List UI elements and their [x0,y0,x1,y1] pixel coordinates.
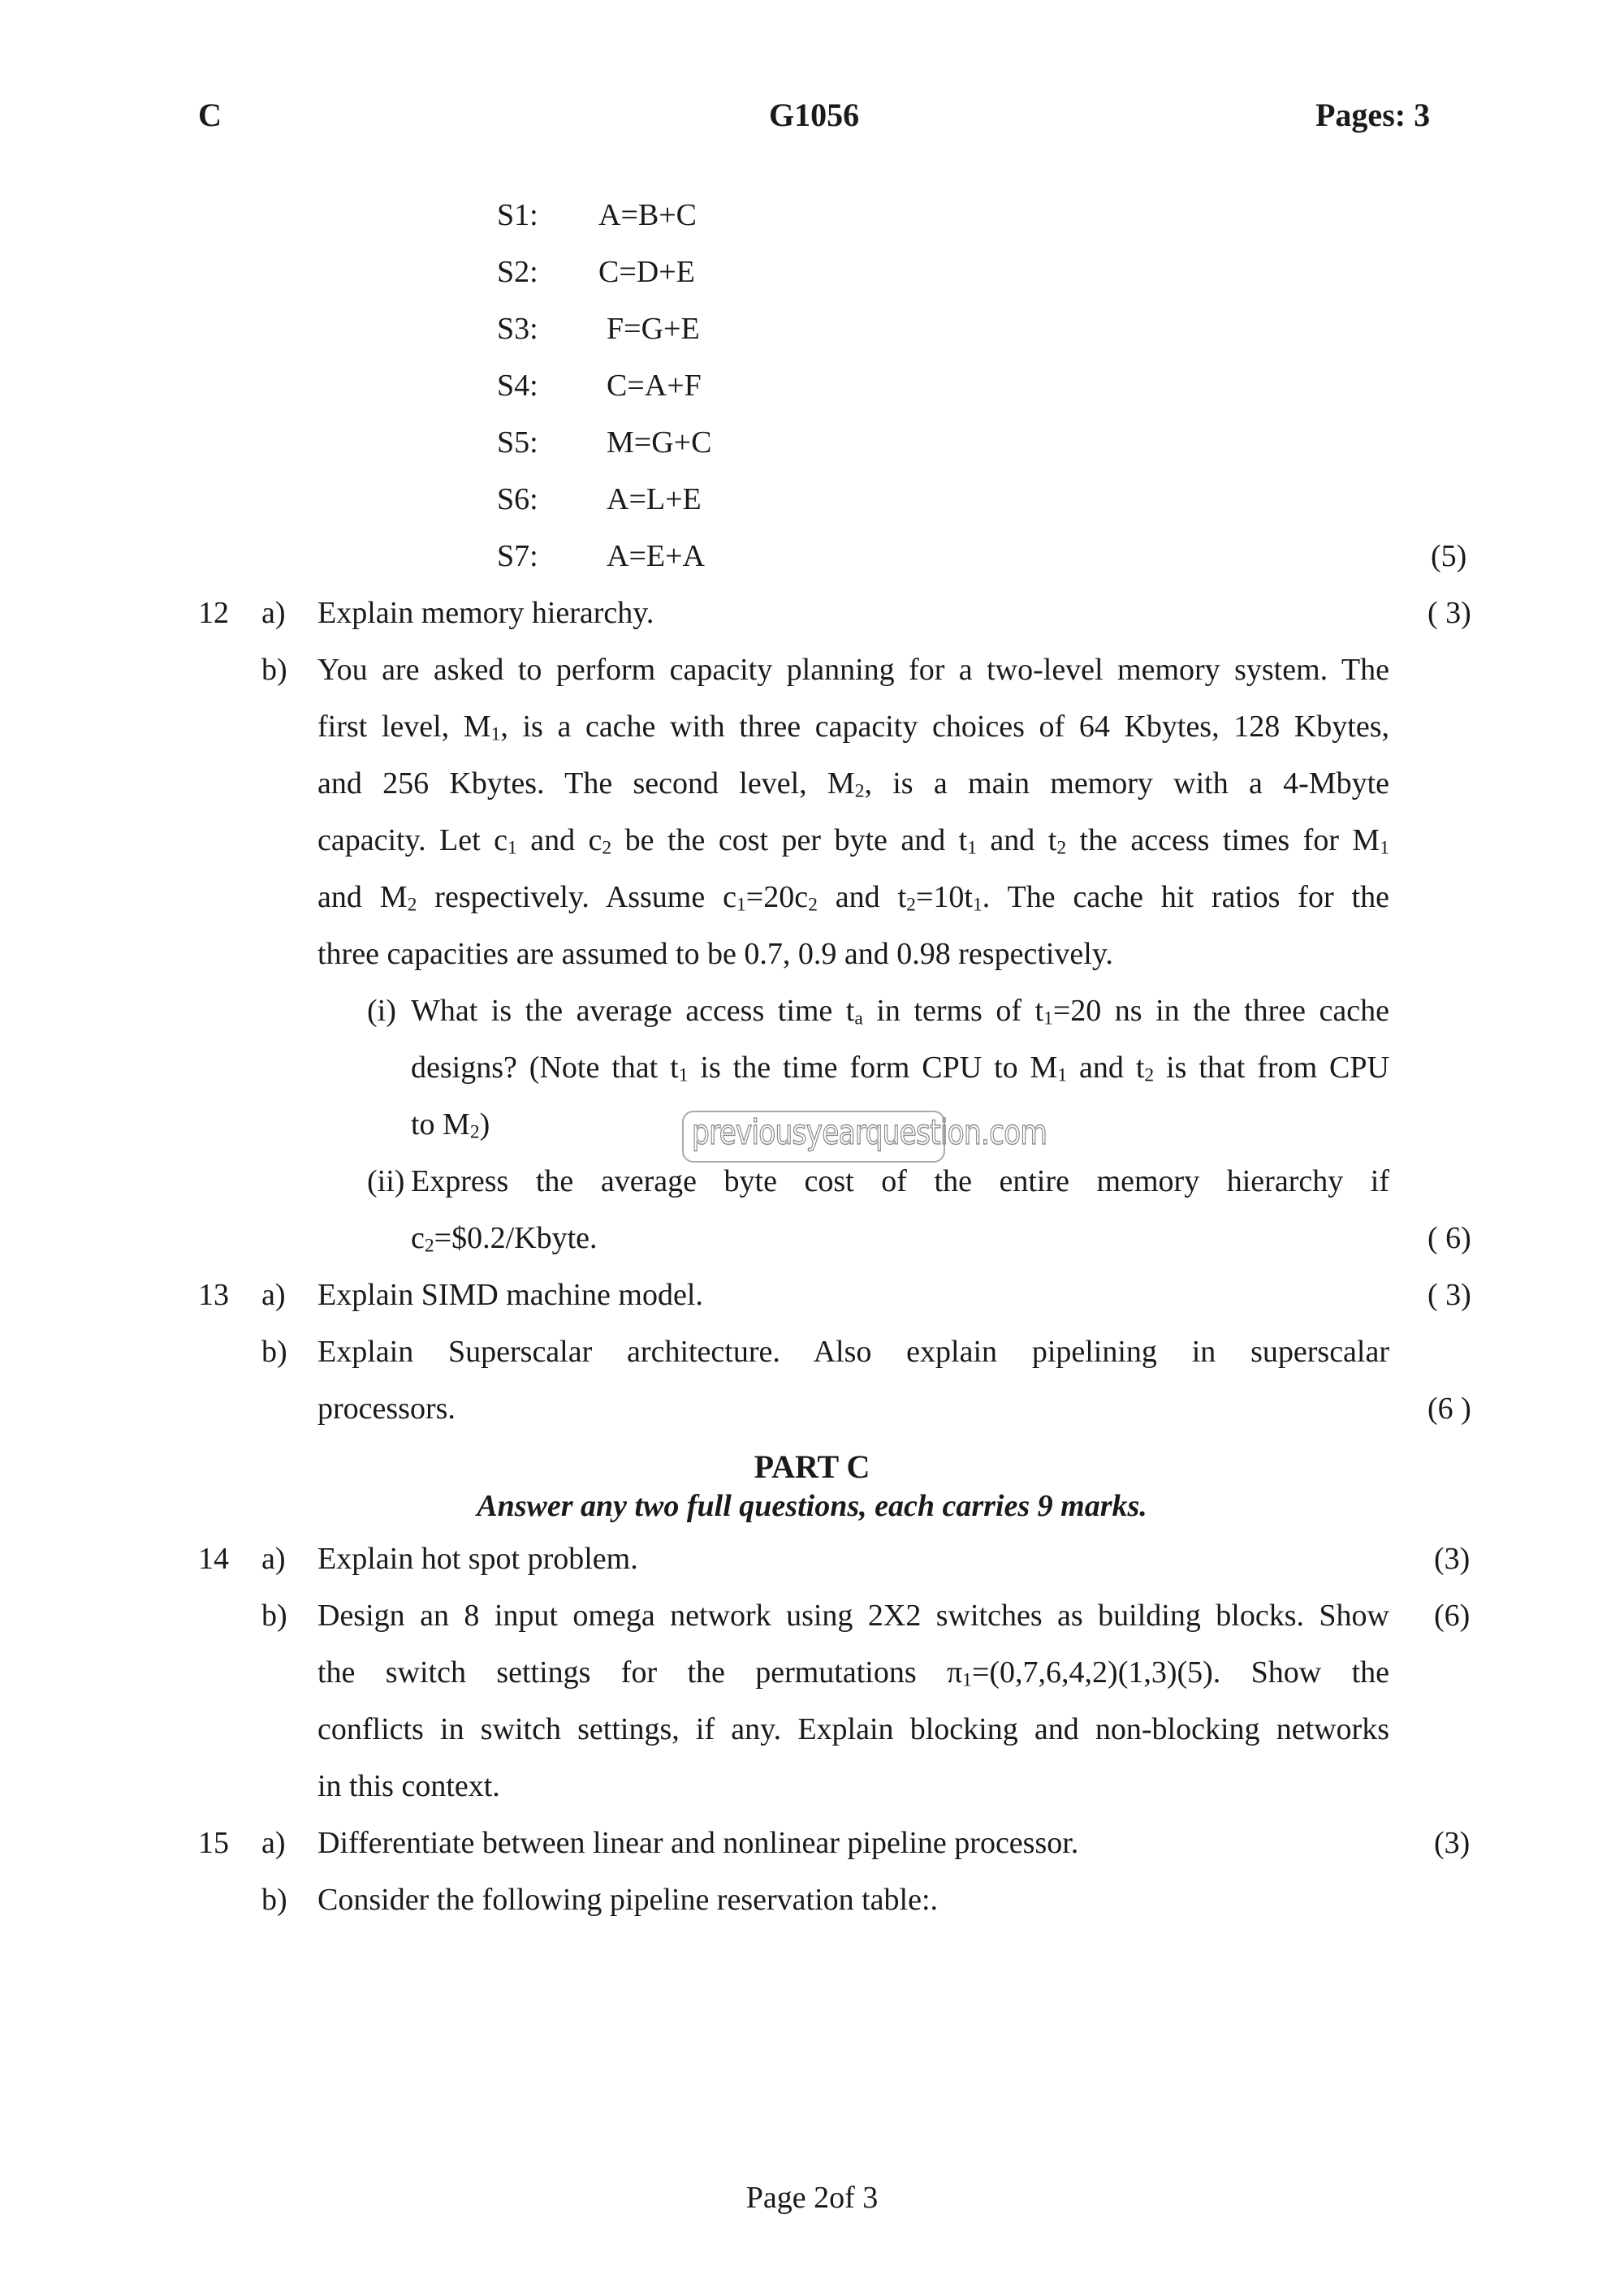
statement-label: S6: [497,482,538,516]
part-c-instruction: Answer any two full questions, each carries 9 marks. [477,1489,1147,1523]
q15-part-a-text: Differentiate between linear and nonlinear pipeline processor. [317,1826,1079,1860]
q13-part-b-label: b) [261,1335,287,1369]
marks-q11: (5) [1431,539,1467,573]
statement-label: S7: [497,539,538,573]
statement-expression: C=A+F [607,369,702,403]
marks-q14a: (3) [1434,1542,1471,1576]
q13-b-line-1: Explain Superscalar architecture. Also explain pipelining in superscalar [317,1335,1389,1369]
marks-q13a: ( 3) [1427,1278,1471,1312]
part-c-title: PART C [754,1448,870,1485]
marks-q12a: ( 3) [1427,596,1471,630]
statement-expression: A=L+E [607,482,702,516]
statement-label: S5: [497,425,538,460]
marks-q15a: (3) [1434,1826,1471,1860]
q14-part-a-text: Explain hot spot problem. [317,1542,638,1576]
header-section-letter: C [198,97,222,133]
statement-label: S4: [497,369,538,403]
q15-part-b-label: b) [261,1883,287,1917]
header-paper-code: G1056 [769,97,860,133]
q12-b-line-4: capacity. Let $c_1$ and $c_2$ be the cost per byte and $t_1$ and $t_2$ the access times for $M_1$ [317,823,1389,859]
question-number-14: 14 [198,1542,229,1576]
q12-part-a-text: Explain memory hierarchy. [317,596,654,630]
q13-b-line-2: processors. [317,1392,456,1426]
q14-b-line-4: in this context. [317,1769,500,1803]
marks-q13b: (6 ) [1427,1392,1471,1426]
q13-part-a-label: a) [261,1278,286,1312]
marks-q12b: ( 6) [1427,1221,1471,1255]
header-page-count: Pages: 3 [1315,97,1431,133]
q12-ii-line-1: Express the average byte cost of the entire memory hierarchy if [411,1164,1389,1198]
marks-q14b: (6) [1434,1599,1471,1633]
statement-expression: C=D+E [598,255,695,289]
q12-i-line-2: designs? (Note that $t_1$ is the time form CPU to $M_1$ and $t_2$ is that from CPU [411,1051,1389,1086]
q12-part-a-label: a) [261,596,286,630]
statement-label: S2: [497,255,538,289]
watermark-logo: previousyearquestion.com [692,1112,1047,1152]
q12-i-line-3: to $M_2$) [411,1107,490,1143]
q14-part-b-label: b) [261,1599,287,1633]
statement-label: S3: [497,312,538,346]
statement-expression: A=E+A [607,539,705,573]
q12-b-line-1: You are asked to perform capacity planning for a two-level memory system. The [317,653,1389,687]
q15-part-b-text: Consider the following pipeline reservation table:. [317,1883,939,1917]
q12-b-line-2: first level, $M_1$, is a cache with three capacity choices of 64 Kbytes, 128 Kbytes, [317,710,1389,745]
q12-b-line-5: and $M_2$ respectively. Assume $c_1=20c_2$ and $t_2=10t_1$. The cache hit ratios for the [317,880,1389,916]
q13-part-a-text: Explain SIMD machine model. [317,1278,703,1312]
statement-expression: A=B+C [598,198,697,232]
q14-b-line-1: Design an 8 input omega network using 2X2 switches as building blocks. Show [317,1599,1389,1633]
q12-sub-i-label: (i) [367,994,396,1028]
q12-b-line-3: and 256 Kbytes. The second level, $M_2$, is a main memory with a 4-Mbyte [317,766,1389,802]
statement-expression: M=G+C [607,425,712,460]
q14-b-line-2: the switch settings for the permutations $\pi_1=(0,7,6,4,2)(1,3)(5)$. Show the [317,1655,1390,1691]
page-footer: Page 2of 3 [745,2181,879,2215]
q12-part-b-label: b) [261,653,287,687]
q14-b-line-3: conflicts in switch settings, if any. Explain blocking and non-blocking networks [317,1712,1389,1746]
q12-i-line-1: What is the average access time $t_a$ in terms of $t_1=20$ ns in the three cache [411,994,1389,1029]
statement-label: S1: [497,198,538,232]
statement-expression: F=G+E [607,312,700,346]
question-number-12: 12 [198,596,229,630]
question-number-13: 13 [198,1278,229,1312]
q15-part-a-label: a) [261,1826,286,1860]
q12-b-line-6: three capacities are assumed to be 0.7, 0.9 and 0.98 respectively. [317,937,1113,971]
q12-ii-line-2: $c_2=\$0.2$/Kbyte. [411,1221,598,1257]
q14-part-a-label: a) [261,1542,286,1576]
question-number-15: 15 [198,1826,229,1860]
q12-sub-ii-label: (ii) [367,1164,405,1198]
